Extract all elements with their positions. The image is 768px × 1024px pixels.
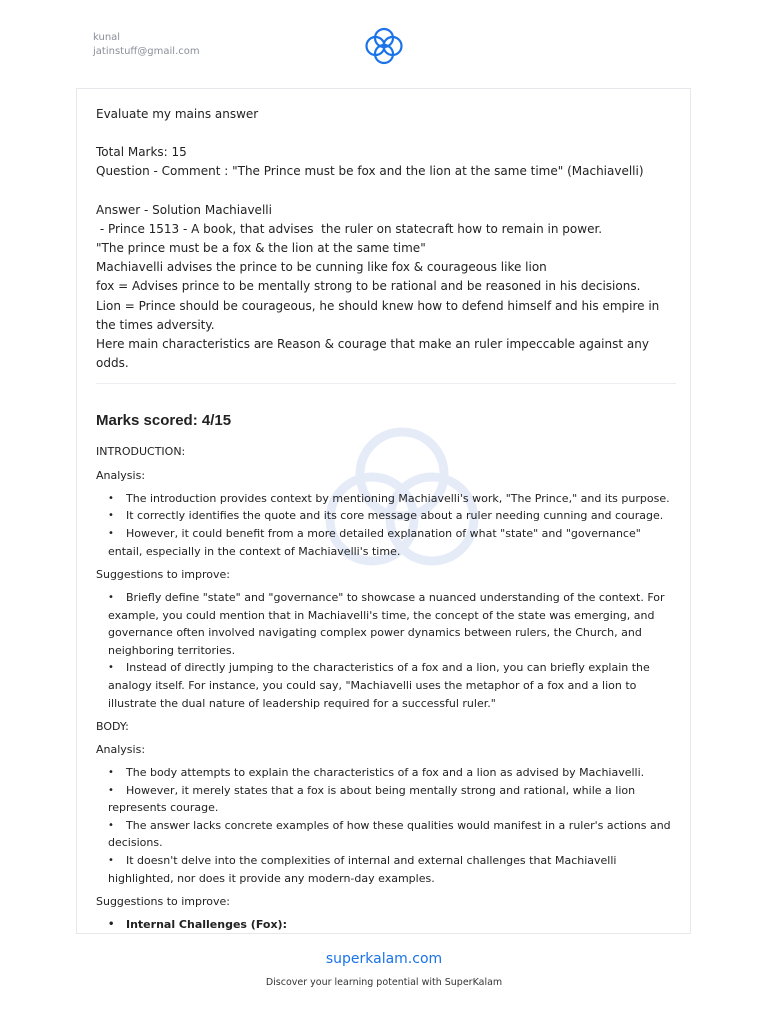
answer-line: "The prince must be a fox & the lion at the same time": [96, 241, 426, 256]
suggestions-label: Suggestions to improve:: [96, 567, 231, 581]
answer-line: Here main characteristics are Reason & courage that make an ruler impeccable against any odds.: [96, 337, 649, 371]
section-heading: INTRODUCTION:: [96, 445, 186, 459]
list-item: • It correctly identifies the quote and its core message about a ruler needing cunning and courage.: [96, 507, 676, 525]
question-block: [96, 105, 676, 373]
answer-line: - Prince 1513 - A book, that advises the ruler on statecraft how to remain in power.: [96, 221, 603, 236]
superkalam-logo-icon: [362, 26, 406, 66]
answer-line: Lion = Prince should be courageous, he should knew how to defend himself and his empire in the times adversity.: [96, 298, 660, 332]
prompt-text: Evaluate my mains answer: [96, 107, 259, 121]
suggestions-label: Suggestions to improve:: [96, 894, 231, 908]
answer-line: fox = Advises prince to be mentally strong to be rational and be reasoned in his decisions.: [96, 279, 641, 294]
suggestions-list: [96, 916, 676, 934]
analysis-list: [96, 490, 676, 560]
evaluation-body: [96, 443, 676, 933]
total-marks: Total Marks: 15: [96, 145, 187, 160]
analysis-label: Analysis:: [96, 468, 146, 482]
list-item: • Internal Challenges (Fox):: [96, 916, 676, 934]
list-item: • Briefly define "state" and "governance" to showcase a nuanced understanding of the context. For example, you could mention that in Machiavelli's time, the concept of the state was emerging, and governance often involved navigating complex power dynamics between rulers, the Church, and neighboring territories.: [96, 589, 676, 659]
list-item: • It doesn't delve into the complexities of internal and external challenges that Machiavelli highlighted, nor does it provide any modern-day examples.: [96, 852, 676, 887]
list-item: • However, it merely states that a fox is about being mentally strong and rational, while a lion represents courage.: [96, 782, 676, 817]
answer-card: [76, 88, 691, 934]
answer-line: Answer - Solution Machiavelli: [96, 202, 272, 217]
list-item: • The introduction provides context by mentioning Machiavelli's work, "The Prince," and its purpose.: [96, 490, 676, 508]
list-item: • Instead of directly jumping to the characteristics of a fox and a lion, you can briefly explain the analogy itself. For instance, you could say, "Machiavelli uses the metaphor of a fox and a lion to illustrate the dual nature of leadership required for a successful ruler.": [96, 659, 676, 712]
suggestions-list: [96, 589, 676, 712]
answer-line: Machiavelli advises the prince to be cunning like fox & courageous like lion: [96, 260, 547, 275]
divider: [96, 383, 676, 384]
analysis-list: [96, 764, 676, 887]
card-content: [96, 89, 676, 934]
user-name: kunal: [93, 32, 121, 43]
user-info: [93, 31, 200, 59]
list-item: • However, it could benefit from a more detailed explanation of what "state" and "governance" entail, especially in the context of Machiavelli's time.: [96, 525, 676, 560]
marks-scored: Marks scored: 4/15: [96, 412, 232, 430]
footer-site-link[interactable]: superkalam.com: [325, 951, 443, 967]
list-item: • The answer lacks concrete examples of how these qualities would manifest in a ruler's actions and decisions.: [96, 817, 676, 852]
analysis-label: Analysis:: [96, 742, 146, 756]
list-item: • The body attempts to explain the characteristics of a fox and a lion as advised by Machiavelli.: [96, 764, 676, 782]
section-heading: BODY:: [96, 719, 129, 733]
question-text: Question - Comment : "The Prince must be fox and the lion at the same time" (Machiavelli): [96, 164, 644, 179]
footer-tagline: Discover your learning potential with SuperKalam: [265, 977, 503, 988]
user-email: jatinstuff@gmail.com: [93, 46, 200, 57]
